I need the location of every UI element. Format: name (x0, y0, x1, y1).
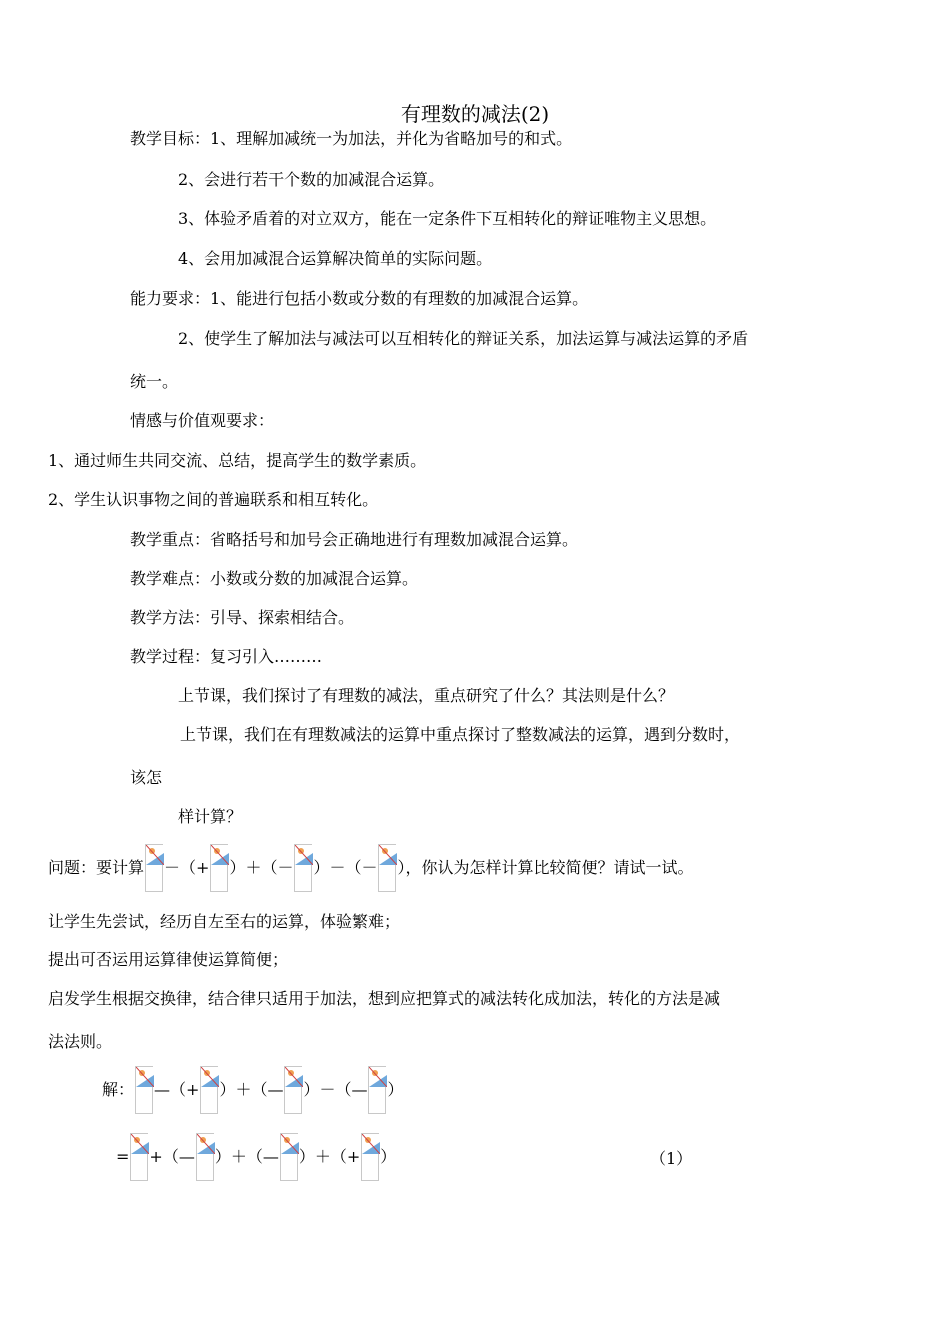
solution-r2-op-1: +（— (149, 1147, 195, 1166)
fraction-image-icon (294, 844, 312, 892)
ability-2: 2、使学生了解加法与减法可以互相转化的辩证关系，加法运算与减法运算的矛盾 (178, 329, 749, 348)
solution-label: 解： (102, 1080, 135, 1099)
fraction-image-icon (378, 844, 396, 892)
problem-line (48, 843, 693, 893)
solution-r1-op-3: ）－（— (303, 1080, 368, 1099)
review-question-1: 上节课，我们探讨了有理数的减法，重点研究了什么？其法则是什么？ (178, 686, 675, 705)
goal-4: 4、会用加减混合运算解决简单的实际问题。 (178, 249, 493, 268)
page-title: 有理数的减法(2) (400, 102, 550, 126)
problem-op-1: －（+ (164, 858, 210, 877)
emotion-heading: 情感与价值观要求： (130, 411, 275, 430)
step-3-cont: 法法则。 (48, 1032, 113, 1051)
solution-row-1 (102, 1065, 403, 1115)
solution-r1-op-4: ） (387, 1080, 404, 1099)
solution-r2-op-3: ）＋（+ (298, 1147, 361, 1166)
goal-1: 教学目标：1、理解加减统一为加法，并化为省略加号的和式。 (130, 129, 573, 148)
fraction-image-icon (284, 1066, 302, 1114)
fraction-image-icon (200, 1066, 218, 1114)
solution-row-2 (116, 1132, 396, 1182)
fraction-image-icon (135, 1066, 153, 1114)
goal-2: 2、会进行若干个数的加减混合运算。 (178, 170, 445, 189)
step-1: 让学生先尝试，经历自左至右的运算，体验繁难； (48, 912, 401, 931)
fraction-image-icon (361, 1133, 379, 1181)
equation-number: （1） (650, 1149, 693, 1168)
fraction-image-icon (210, 844, 228, 892)
difficulty: 教学难点：小数或分数的加减混合运算。 (130, 569, 419, 588)
step-3: 启发学生根据交换律，结合律只适用于加法，想到应把算式的减法转化成加法，转化的方法是减 (48, 989, 721, 1008)
solution-equals: = (116, 1147, 130, 1166)
fraction-image-icon (130, 1133, 148, 1181)
key-point: 教学重点：省略括号和加号会正确地进行有理数加减混合运算。 (130, 530, 579, 549)
solution-r2-op-2: ）＋（— (214, 1147, 279, 1166)
review-question-2: 上节课，我们在有理数减法的运算中重点探讨了整数减法的运算，遇到分数时， (180, 725, 741, 744)
ability-1: 能力要求：1、能进行包括小数或分数的有理数的加减混合运算。 (130, 289, 589, 308)
problem-prefix: 问题：要计算 (48, 858, 145, 877)
fraction-image-icon (280, 1133, 298, 1181)
problem-op-3: ）－（－ (313, 858, 378, 877)
fraction-image-icon (368, 1066, 386, 1114)
solution-r1-op-1: —（+ (154, 1080, 200, 1099)
goal-3: 3、体验矛盾着的对立双方，能在一定条件下互相转化的辩证唯物主义思想。 (178, 209, 717, 228)
review-question-2-end: 样计算？ (178, 807, 243, 826)
problem-op-4: ），你认为怎样计算比较简便？请试一试。 (397, 858, 694, 877)
teaching-process: 教学过程：复习引入……… (130, 647, 323, 666)
problem-op-2: ）＋（－ (229, 858, 294, 877)
step-2: 提出可否运用运算律使运算简便； (48, 950, 289, 969)
emotion-1: 1、通过师生共同交流、总结，提高学生的数学素质。 (48, 451, 427, 470)
solution-r1-op-2: ）＋（— (219, 1080, 284, 1099)
fraction-image-icon (196, 1133, 214, 1181)
solution-r2-op-4: ） (380, 1147, 397, 1166)
review-question-2-cont: 该怎 (130, 768, 163, 787)
emotion-2: 2、学生认识事物之间的普遍联系和相互转化。 (48, 490, 379, 509)
fraction-image-icon (145, 844, 163, 892)
ability-2-cont: 统一。 (130, 372, 179, 391)
teaching-method: 教学方法：引导、探索相结合。 (130, 608, 355, 627)
